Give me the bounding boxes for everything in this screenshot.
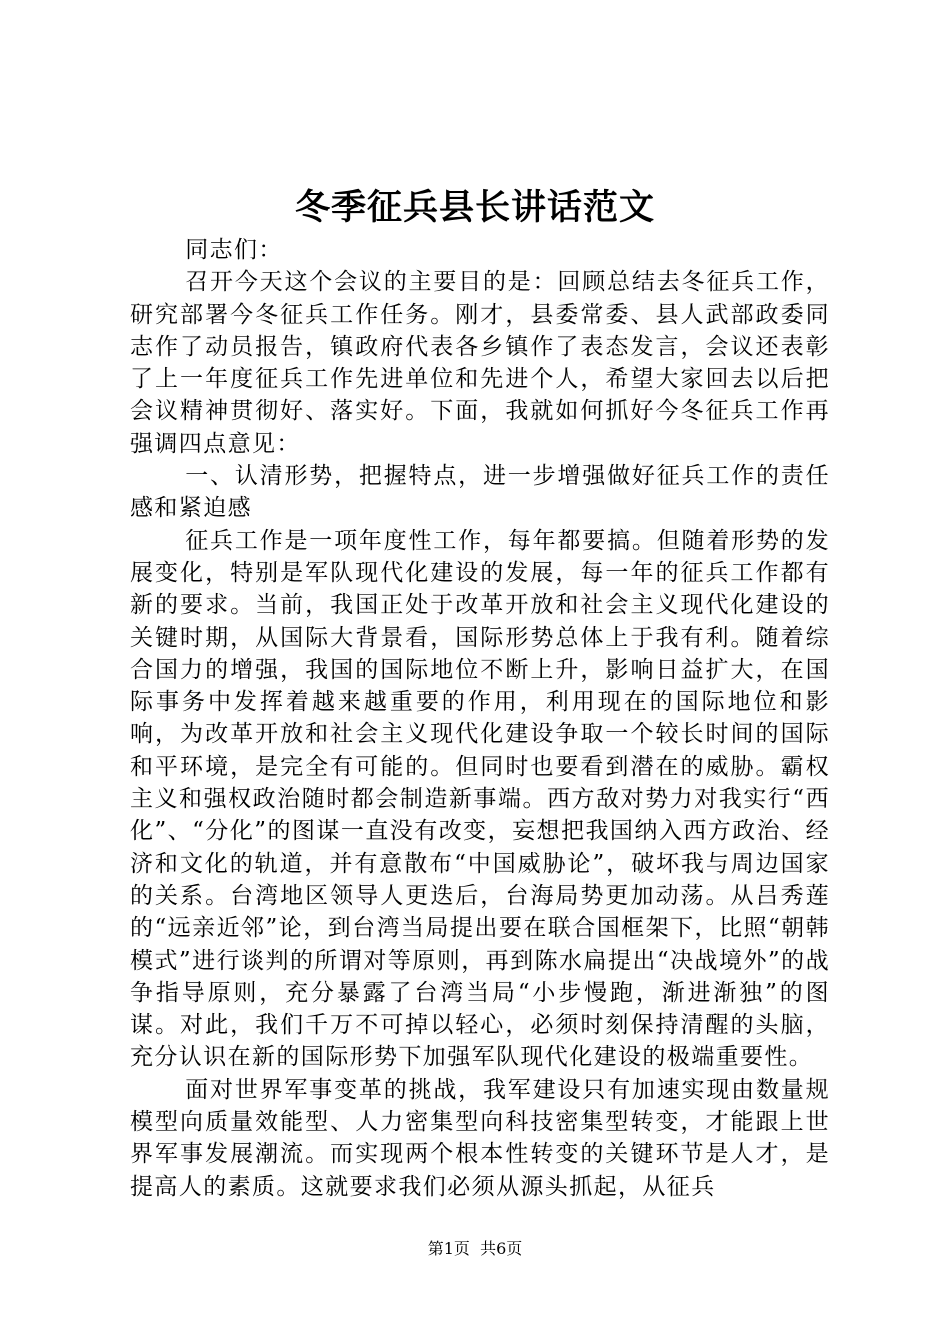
page-total: 共6页 xyxy=(480,1239,523,1258)
page-footer xyxy=(0,1238,950,1260)
document-body xyxy=(130,234,830,1203)
body-paragraph: 面对世界军事变革的挑战，我军建设只有加速实现由数量规模型向质量效能型、人力密集型向科技密集型转变，才能跟上世界军事发展潮流。而实现两个根本性转变的关键环节是人才，是提高人的素质。这就要求我们必须从源头抓起，从征兵 xyxy=(130,1076,830,1200)
salutation-paragraph: 同志们： xyxy=(185,237,283,263)
section-heading-1: 一、认清形势，把握特点，进一步增强做好征兵工作的责任感和紧迫感 xyxy=(130,463,830,522)
document-title: 冬季征兵县长讲话范文 xyxy=(294,187,655,228)
page-number: 第1页 xyxy=(427,1239,470,1258)
intro-paragraph: 召开今天这个会议的主要目的是：回顾总结去冬征兵工作，研究部署今冬征兵工作任务。刚才，县委常委、县人武部政委同志作了动员报告，镇政府代表各乡镇作了表态发言，会议还表彰了上一年度征兵工作先进单位和先进个人，希望大家回去以后把会议精神贯彻好、落实好。下面，我就如何抓好今冬征兵工作再强调四点意见： xyxy=(130,269,830,457)
body-paragraph: 征兵工作是一项年度性工作，每年都要搞。但随着形势的发展变化，特别是军队现代化建设的发展，每一年的征兵工作都有新的要求。当前，我国正处于改革开放和社会主义现代化建设的关键时期，从国际大背景看，国际形势总体上于我有利。随着综合国力的增强，我国的国际地位不断上升，影响日益扩大，在国际事务中发挥着越来越重要的作用，利用现在的国际地位和影响，为改革开放和社会主义现代化建设争取一个较长时间的国际和平环境，是完全有可能的。但同时也要看到潜在的威胁。霸权主义和强权政治随时都会制造新事端。西方敌对势力对我实行“西化”、“分化”的图谋一直没有改变，妄想把我国纳入西方政治、经济和文化的轨道，并有意散布“中国威胁论”，破坏我与周边国家的关系。台湾地区领导人更迭后，台海局势更加动荡。从吕秀莲的“远亲近邻”论，到台湾当局提出要在联合国框架下，比照“朝韩模式”进行谈判的所谓对等原则，再到陈水扁提出“决战境外”的战争指导原则，充分暴露了台湾当局“小步慢跑，渐进渐独”的图谋。对此，我们千万不可掉以轻心，必须时刻保持清醒的头脑，充分认识在新的国际形势下加强军队现代化建设的极端重要性。 xyxy=(130,527,830,1071)
